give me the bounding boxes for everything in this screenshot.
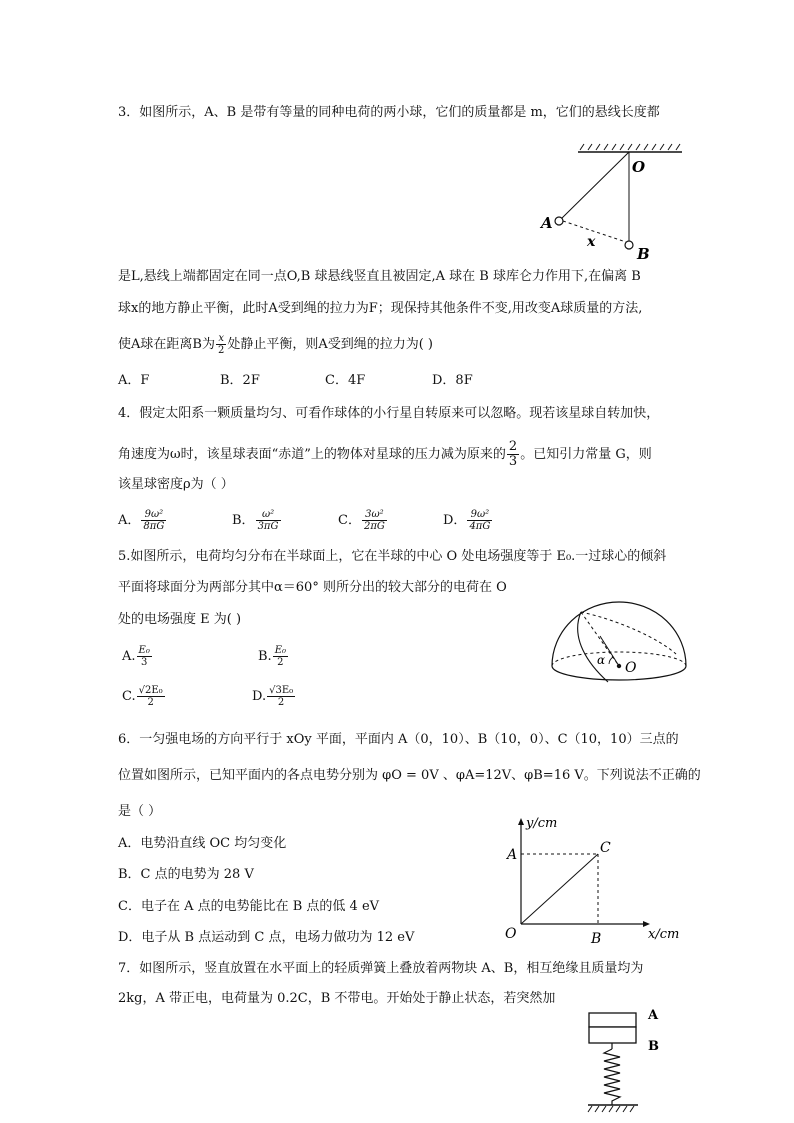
q7-line-1: 7．如图所示，竖直放置在水平面上的轻质弹簧上叠放着两物块 A、B，相互绝缘且质量均为 [118,961,644,976]
label-b: B [591,931,602,947]
string-a [560,152,629,220]
q7-spring-figure [580,1003,680,1118]
alpha-label: α [597,653,606,667]
center-o [617,664,621,668]
q4-option-b: B． $\frac{\text{ω²}}{3\pi G}$ [232,509,279,532]
q3-line-3: 球x的地方静止平衡，此时A受到绳的拉力为F；现保持其他条件不变,用改变A球质量的方法, [118,301,643,316]
q4-line-2: 角速度为ω时，该星球表面“赤道”上的物体对星球的压力减为原来的 $\frac{2}{3}$ 。已知引力常量 G，则 [118,439,652,469]
label-a: A [648,1008,659,1023]
y-label: y/cm [526,816,558,831]
label-x: x [587,234,596,250]
alpha-arc [609,657,613,664]
q5-option-b: B. $\frac{\text{E₀}}{2}$ [258,645,286,668]
q7-line-2: 2kg，A 带正电，电荷量为 0.2C，B 不带电。开始处于静止状态，若突然加 [118,991,556,1006]
q3-option-a: A．F [118,373,150,388]
q3-line-2: 是L,悬线上端都固定在同一点O,B 球悬线竖直且被固定,A 球在 B 球库仑力作用下,在偏离 B [118,269,641,284]
block-a [589,1013,636,1027]
q6-option-c: C．电子在 A 点的电势能比在 B 点的低 4 eV [118,899,380,914]
q4-line-1: 4．假定太阳系一颗质量均匀、可看作球体的小行星自转原来可以忽略。现若该星球自转加快， [118,406,660,421]
label-o: O [632,158,646,176]
q6-option-a: A．电势沿直线 OC 均匀变化 [118,836,287,851]
label-b: B [648,1039,659,1054]
q3-option-d: D．8F [432,373,473,388]
q6-line-1: 6．一匀强电场的方向平行于 xOy 平面，平面内 A（0，10）、B（10，0）、C（10，10）三点的 [118,732,679,747]
label-b: B [637,245,650,263]
q4-line-3: 该星球密度ρ为（ ） [118,477,234,492]
hemisphere-outline [552,602,686,666]
q3-option-c: C．4F [325,373,366,388]
spring [604,1049,620,1105]
q5-line-1: 5.如图所示，电荷均匀分布在半球面上，它在半球的中心 O 处电场强度等于 E₀.一过球心的倾斜 [118,549,667,564]
q3-line-4: 使A球在距离B为 $\frac{x}{2}$ 处静止平衡，则A受到绳的拉力为( ) [118,333,433,356]
label-a: A [507,847,518,863]
q3-line-1: 3．如图所示，A、B 是带有等量的同种电荷的两小球，它们的质量都是 m，它们的悬线长度都 [118,105,660,120]
q6-line-3: 是（ ） [118,804,162,819]
q5-line-2: 平面将球面分为两部分其中α＝60° 则所分出的较大部分的电荷在 O [118,580,507,595]
y-arrow [518,818,524,825]
label-c: C [600,840,611,856]
q5-hemisphere-figure [548,598,690,688]
label-o: O [505,926,517,942]
q5-option-d: D. $\frac{\text{√3E₀}}{2}$ [252,685,294,708]
ball-b [625,241,633,249]
cut-plane-edge [578,612,608,682]
q6-coordinate-figure [498,810,688,950]
q5-option-c: C. $\frac{\text{√2E₀}}{2}$ [122,685,163,708]
q6-option-b: B．C 点的电势为 28 V [118,867,254,882]
ball-a [555,217,563,225]
x-label: x/cm [648,927,680,942]
q3-figure [540,140,700,265]
q6-option-d: D．电子从 B 点运动到 C 点，电场力做功为 12 eV [118,930,415,945]
q3-option-b: B．2F [220,373,260,388]
o-label: O [625,660,637,676]
label-a: A [541,214,553,232]
q4-option-d: D． $\frac{\text{9ω²}}{4\pi G}$ [443,509,491,532]
q5-option-a: A. $\frac{\text{E₀}}{3}$ [122,645,150,668]
line-oc [521,854,598,924]
ceiling-hatch [580,144,680,150]
q5-line-3: 处的电场强度 E 为( ) [118,612,242,627]
q6-line-2: 位置如图所示，已知平面内的各点电势分别为 φO = 0V 、φA=12V、φB=16 V。下列说法不正确的 [118,768,701,783]
q4-option-a: A． $\frac{\text{9ω²}}{8\pi G}$ [118,509,165,532]
q4-option-c: C． $\frac{\text{3ω²}}{2\pi G}$ [338,509,385,532]
block-b [589,1027,636,1043]
ground-hatch [588,1106,634,1112]
